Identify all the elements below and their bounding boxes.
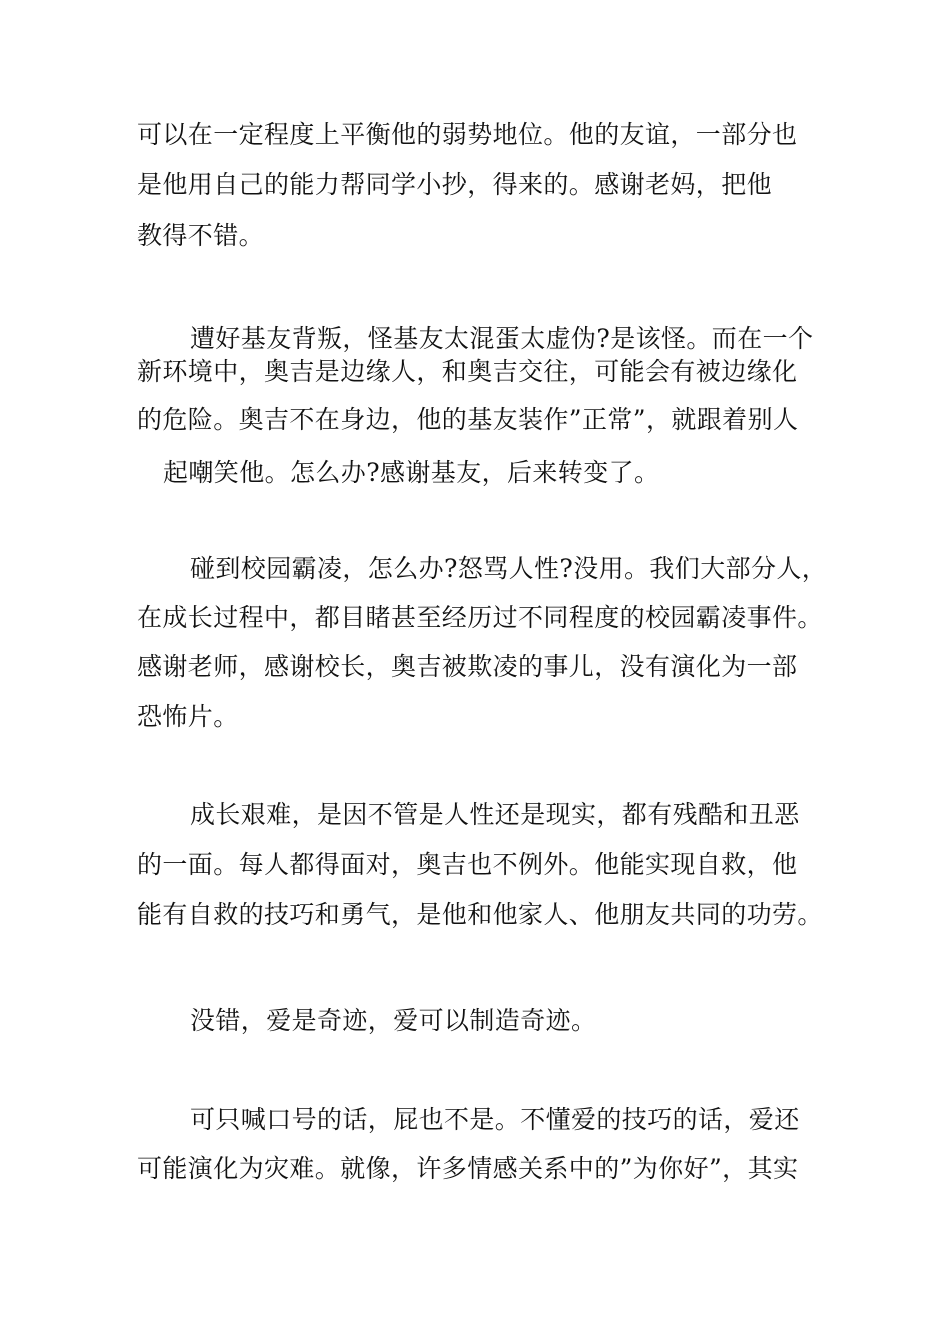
text-line: 可能演化为灾难。就像，许多情感关系中的”为你好”，其实 — [137, 1154, 799, 1183]
text-line: 恐怖片。 — [137, 702, 239, 731]
text-line: 感谢老师，感谢校长，奥吉被欺凌的事儿，没有演化为一部 — [137, 652, 798, 681]
text-line: 能有自救的技巧和勇气，是他和他家人、他朋友共同的功劳。 — [137, 900, 823, 929]
text-line: 起嘲笑他。怎么办?感谢基友，后来转变了。 — [163, 458, 660, 487]
text-line: 碰到校园霸凌，怎么办?怒骂人性?没用。我们大部分人， — [190, 554, 828, 583]
text-line: 可只喊口号的话，屁也不是。不懂爱的技巧的话，爱还 — [190, 1105, 800, 1134]
text-line: 的危险。奥吉不在身边，他的基友装作”正常”，就跟着别人 — [137, 405, 799, 434]
text-line: 是他用自己的能力帮同学小抄，得来的。感谢老妈，把他 — [137, 170, 773, 199]
text-line: 教得不错。 — [137, 221, 265, 250]
text-line: 新环境中，奥吉是边缘人，和奥吉交往，可能会有被边缘化 — [137, 357, 798, 386]
text-line: 的一面。每人都得面对，奥吉也不例外。他能实现自救，他 — [137, 850, 798, 879]
text-line: 在成长过程中，都目睹甚至经历过不同程度的校园霸凌事件。 — [137, 603, 823, 632]
text-line: 可以在一定程度上平衡他的弱势地位。他的友谊，一部分也 — [137, 120, 798, 149]
text-line: 没错，爱是奇迹，爱可以制造奇迹。 — [190, 1006, 597, 1035]
text-line: 遭好基友背叛，怪基友太混蛋太虚伪?是该怪。而在一个 — [190, 324, 814, 353]
text-line: 成长艰难，是因不管是人性还是现实，都有残酷和丑恶 — [190, 800, 800, 829]
